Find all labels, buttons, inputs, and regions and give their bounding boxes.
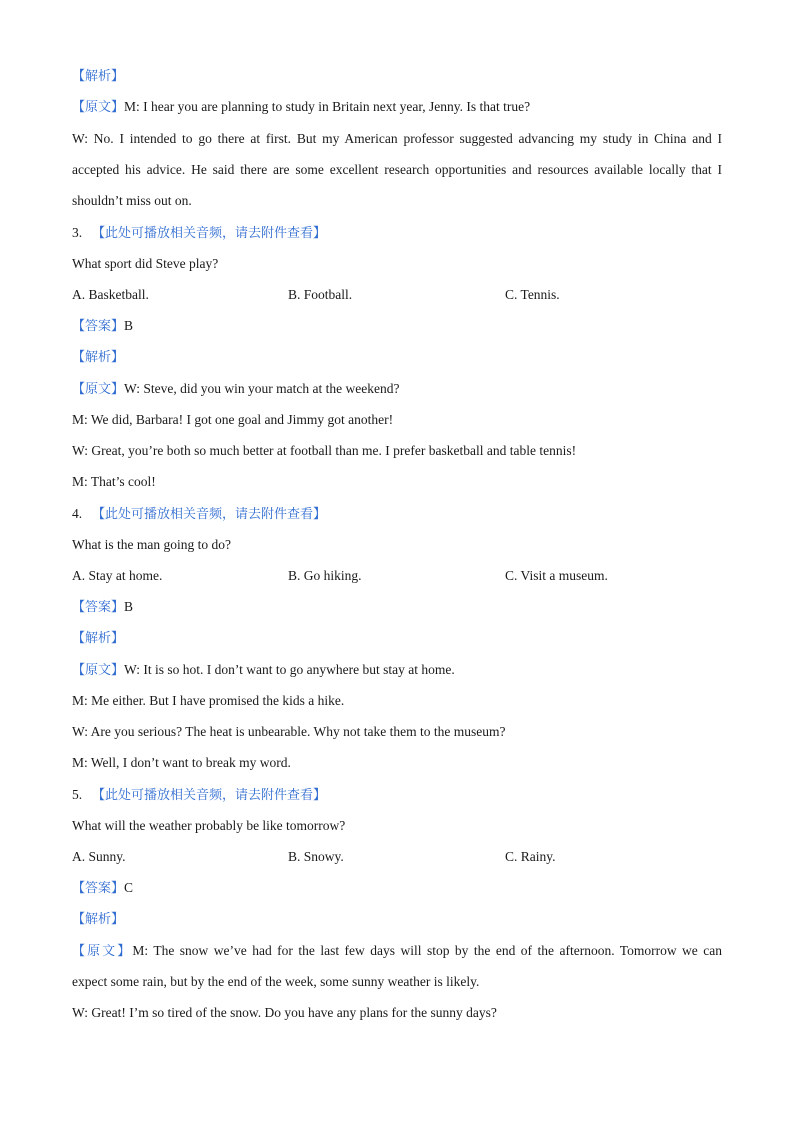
answer-value: B bbox=[124, 318, 134, 333]
original-tag: 【原文】 bbox=[72, 382, 125, 397]
question-5-header bbox=[72, 786, 722, 805]
transcript-text: W: Steve, did you win your match at the weekend? bbox=[124, 381, 400, 396]
q3-option-b: B. Football. bbox=[288, 287, 353, 302]
transcript-line: M: Well, I don’t want to break my word. bbox=[72, 755, 291, 770]
q4-option-c: C. Visit a museum. bbox=[505, 568, 608, 583]
question-number: 3. bbox=[72, 225, 83, 240]
q4-option-a: A. Stay at home. bbox=[72, 568, 163, 583]
q5-analysis-label bbox=[72, 910, 722, 929]
transcript-text: M: The snow we’ve had for the last few days will stop by the end of the afternoon. Tomorrow we can bbox=[132, 943, 722, 958]
transcript-line: M: That’s cool! bbox=[72, 474, 156, 489]
transcript-line: W: Great, you’re both so much better at football than me. I prefer basketball and table tennis! bbox=[72, 443, 577, 458]
answer-value: B bbox=[124, 599, 134, 614]
audio-placeholder: 【此处可播放相关音频，请去附件查看】 bbox=[92, 788, 327, 803]
answer-value: C bbox=[124, 880, 134, 895]
q3-answer bbox=[72, 317, 722, 336]
transcript-line bbox=[72, 380, 722, 399]
question-3-text: What sport did Steve play? bbox=[72, 256, 219, 271]
transcript-line bbox=[72, 661, 722, 680]
analysis-tag: 【解析】 bbox=[72, 69, 125, 84]
q3-option-c: C. Tennis. bbox=[505, 287, 560, 302]
q5-option-c: C. Rainy. bbox=[505, 849, 556, 864]
answer-tag: 【答案】 bbox=[72, 881, 125, 896]
q5-option-b: B. Snowy. bbox=[288, 849, 344, 864]
transcript-line: M: We did, Barbara! I got one goal and Jimmy got another! bbox=[72, 412, 394, 427]
transcript-line: W: No. I intended to go there at first. But my American professor suggested advancing my study in China and I bbox=[72, 131, 722, 146]
question-5-text: What will the weather probably be like tomorrow? bbox=[72, 818, 346, 833]
transcript-line bbox=[72, 98, 722, 117]
original-tag: 【原文】 bbox=[72, 663, 125, 678]
question-4-text: What is the man going to do? bbox=[72, 537, 231, 552]
original-tag: 【原文】 bbox=[72, 100, 125, 115]
audio-placeholder: 【此处可播放相关音频，请去附件查看】 bbox=[92, 226, 327, 241]
transcript-line: W: Great! I’m so tired of the snow. Do you have any plans for the sunny days? bbox=[72, 1005, 497, 1020]
q3-option-a: A. Basketball. bbox=[72, 287, 149, 302]
transcript-line: accepted his advice. He said there are some excellent research opportunities and resources available locally that I bbox=[72, 162, 722, 177]
audio-placeholder: 【此处可播放相关音频，请去附件查看】 bbox=[92, 507, 327, 522]
analysis-tag: 【解析】 bbox=[72, 912, 125, 927]
original-tag: 【原文】 bbox=[72, 944, 133, 959]
analysis-label-q2 bbox=[72, 67, 722, 86]
transcript-line: W: Are you serious? The heat is unbearable. Why not take them to the museum? bbox=[72, 724, 506, 739]
analysis-tag: 【解析】 bbox=[72, 631, 125, 646]
transcript-text: M: I hear you are planning to study in Britain next year, Jenny. Is that true? bbox=[124, 99, 531, 114]
answer-tag: 【答案】 bbox=[72, 600, 125, 615]
transcript-line bbox=[72, 942, 722, 961]
q3-analysis-label bbox=[72, 348, 722, 367]
question-4-header bbox=[72, 505, 722, 524]
transcript-line: M: Me either. But I have promised the kids a hike. bbox=[72, 693, 345, 708]
q5-answer bbox=[72, 879, 722, 898]
question-number: 4. bbox=[72, 506, 83, 521]
q4-option-b: B. Go hiking. bbox=[288, 568, 362, 583]
transcript-line: shouldn’t miss out on. bbox=[72, 193, 192, 208]
answer-tag: 【答案】 bbox=[72, 319, 125, 334]
transcript-text: W: It is so hot. I don’t want to go anywhere but stay at home. bbox=[124, 662, 455, 677]
q4-answer bbox=[72, 598, 722, 617]
question-number: 5. bbox=[72, 787, 83, 802]
question-3-header bbox=[72, 224, 722, 243]
analysis-tag: 【解析】 bbox=[72, 350, 125, 365]
transcript-line: expect some rain, but by the end of the week, some sunny weather is likely. bbox=[72, 974, 480, 989]
q5-option-a: A. Sunny. bbox=[72, 849, 126, 864]
q4-analysis-label bbox=[72, 629, 722, 648]
